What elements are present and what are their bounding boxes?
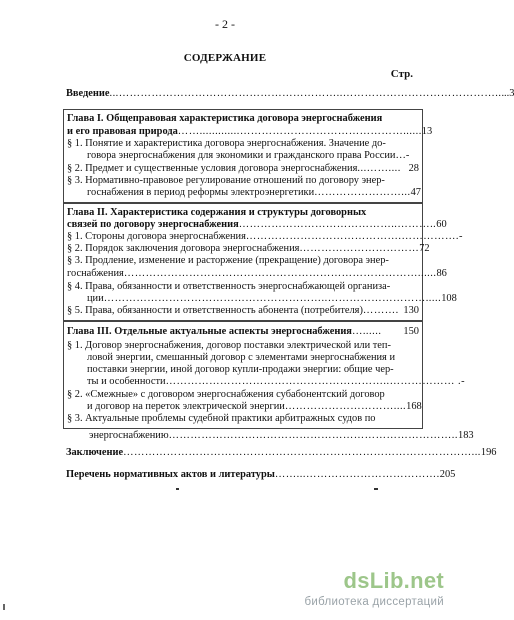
section-3-1-line-1: § 1. Договор энергоснабжения, договор поставки электрической или теп- (67, 340, 391, 351)
toc-entry-conclusion (66, 447, 497, 458)
toc-entry-label: и договор на переток электрической энергии (87, 401, 285, 412)
toc-page-number: 205 (439, 469, 456, 480)
toc-page-number: 86 (436, 268, 447, 279)
section-1-3-line-1: § 3. Нормативно-правовое регулирование отношений по договору энер- (67, 175, 385, 186)
toc-chapter-3-box (63, 321, 465, 429)
toc-page-number: 28 (408, 163, 419, 174)
section-3-1-line-3: поставки энергии, иной договор купли-продажи энергии: общие чер- (87, 364, 394, 375)
toc-leader-dots: ……………………………………………………..……………… . (165, 376, 462, 387)
scan-speck (3, 604, 5, 610)
toc-entry-label: и его правовая природа (67, 126, 178, 137)
section-2-3-line-1: § 3. Продление, изменение и расторжение (прекращение) договора энер- (67, 255, 389, 266)
page-title: СОДЕРЖАНИЕ (183, 52, 267, 64)
chapter-1-heading-line-1: Глава I. Общеправовая характеристика договора энергоснабжения (67, 113, 383, 124)
toc-entry-label: энергоснабжению (89, 430, 169, 441)
toc-entry-label: связей по договору энергоснабжения (67, 219, 239, 230)
chapter-2-heading-line-1: Глава II. Характеристика содержания и структуры договорных (67, 207, 367, 218)
toc-page-number: …- (395, 150, 410, 161)
toc-page-number: ...3 (501, 88, 514, 99)
toc-entry-label: ты и особенности (87, 376, 166, 387)
toc-page-number: 196 (480, 447, 497, 458)
toc-leader-dots: ...…….... (357, 163, 401, 174)
toc-page-number: 130 (403, 305, 419, 316)
section-3-3-line-2 (89, 430, 474, 441)
toc-entry-intro (66, 88, 514, 99)
page-column-label: Стр. (390, 68, 413, 80)
section-1-3-line-2 (87, 187, 419, 200)
section-2-4-line-1: § 4. Права, обязанности и ответственность энергоснабжающей организа- (67, 281, 391, 292)
toc-leader-dots: ………. (362, 305, 399, 316)
toc-page-number: 60 (436, 219, 447, 230)
toc-page-number: 168 (406, 401, 422, 412)
toc-page-number: 72 (419, 243, 430, 254)
section-3-1-line-4 (87, 376, 465, 389)
toc-leader-dots: …….............………………………………………...... (177, 126, 422, 137)
toc-entry-label: говора энергоснабжения для экономики и гражданского права России (87, 150, 396, 161)
toc-entry-label: Заключение (66, 447, 124, 458)
toc-leader-dots: ………………………………………………………………………...... (123, 268, 437, 279)
scan-speck (176, 488, 179, 490)
watermark-logo-subtitle: библиотека диссертаций (304, 596, 444, 608)
page-number: - 2 - (215, 17, 235, 31)
section-3-1-line-2: ловой энергии, смешанный договор с элементами энергоснабжения и (87, 352, 395, 363)
chapter-1-heading-line-2 (67, 126, 433, 139)
section-3-2-line-1: § 2. «Смежные» с договором энергоснабжения субабонентский договор (67, 389, 385, 400)
section-2-1 (67, 231, 463, 244)
section-2-4-line-2 (87, 293, 457, 306)
toc-entry-label: Перечень нормативных актов и литературы (66, 469, 275, 480)
toc-entry-label: Введение (66, 88, 110, 99)
toc-chapter-1-box (63, 109, 433, 203)
toc-entry-label: § 2. Порядок заключения договора энергоснабжения (67, 243, 300, 254)
toc-leader-dots: …………………………… (299, 243, 420, 254)
toc-leader-dots: ……………………………………..……….. (238, 219, 437, 230)
toc-entry-label: § 1. Стороны договора энергоснабжения (67, 231, 246, 242)
toc-leader-dots: ……………………………………………………..………………………..... (103, 293, 442, 304)
toc-entry-label: § 2. Предмет и существенные условия договора энергоснабжения (67, 163, 358, 174)
watermark-logo-title: dsLib.net (343, 568, 444, 593)
section-1-1-line-1: § 1. Понятие и характеристика договора энергоснабжения. Значение до- (67, 138, 386, 149)
watermark-logo (304, 570, 444, 608)
scan-speck (374, 488, 378, 490)
section-3-3-line-1: § 3. Актуальные проблемы судебной практики арбитражных судов по (67, 413, 376, 424)
toc-entry-references (66, 469, 456, 480)
toc-chapter-2-box (63, 203, 463, 321)
toc-leader-dots: ……………………... (314, 187, 411, 198)
section-2-5 (67, 305, 419, 318)
section-2-2 (67, 243, 430, 256)
toc-page-number: - (461, 376, 465, 387)
toc-leader-dots: …………………………………….……………. (245, 231, 459, 242)
toc-page-number: 183 (458, 430, 474, 441)
toc-leader-dots: ………………………….... (284, 401, 407, 412)
section-2-3-line-2 (67, 268, 447, 281)
toc-leader-dots: …………………………………………………………………….. (168, 430, 458, 441)
section-1-2 (67, 163, 419, 176)
toc-entry-label: § 5. Права, обязанности и ответственность абонента (потребителя) (67, 305, 363, 316)
toc-leader-dots: ...……………………………………………………..…………………………………….. (109, 88, 502, 99)
section-1-1-line-2 (87, 150, 419, 163)
chapter-2-heading-line-2 (67, 219, 447, 232)
toc-page-number: 108 (441, 293, 457, 304)
toc-leader-dots: ……………………………………………………………………………………... (123, 447, 481, 458)
toc-entry-label: ции (87, 293, 104, 304)
toc-leader-dots: ……...………………………………. (274, 469, 440, 480)
toc-page-number: 47 (410, 187, 421, 198)
toc-leader-dots: …...... (351, 326, 382, 337)
section-3-2-line-2 (87, 401, 422, 414)
toc-page-number: 13 (421, 126, 433, 137)
chapter-3-heading (67, 326, 419, 339)
toc-entry-label: госнабжения (67, 268, 124, 279)
toc-page-number: 150 (403, 326, 419, 337)
toc-entry-label: Глава III. Отдельные актуальные аспекты энергоснабжения (67, 326, 352, 337)
toc-entry-label: госнабжения в период реформы электроэнергетики (87, 187, 315, 198)
toc-page-number: - (459, 231, 463, 242)
